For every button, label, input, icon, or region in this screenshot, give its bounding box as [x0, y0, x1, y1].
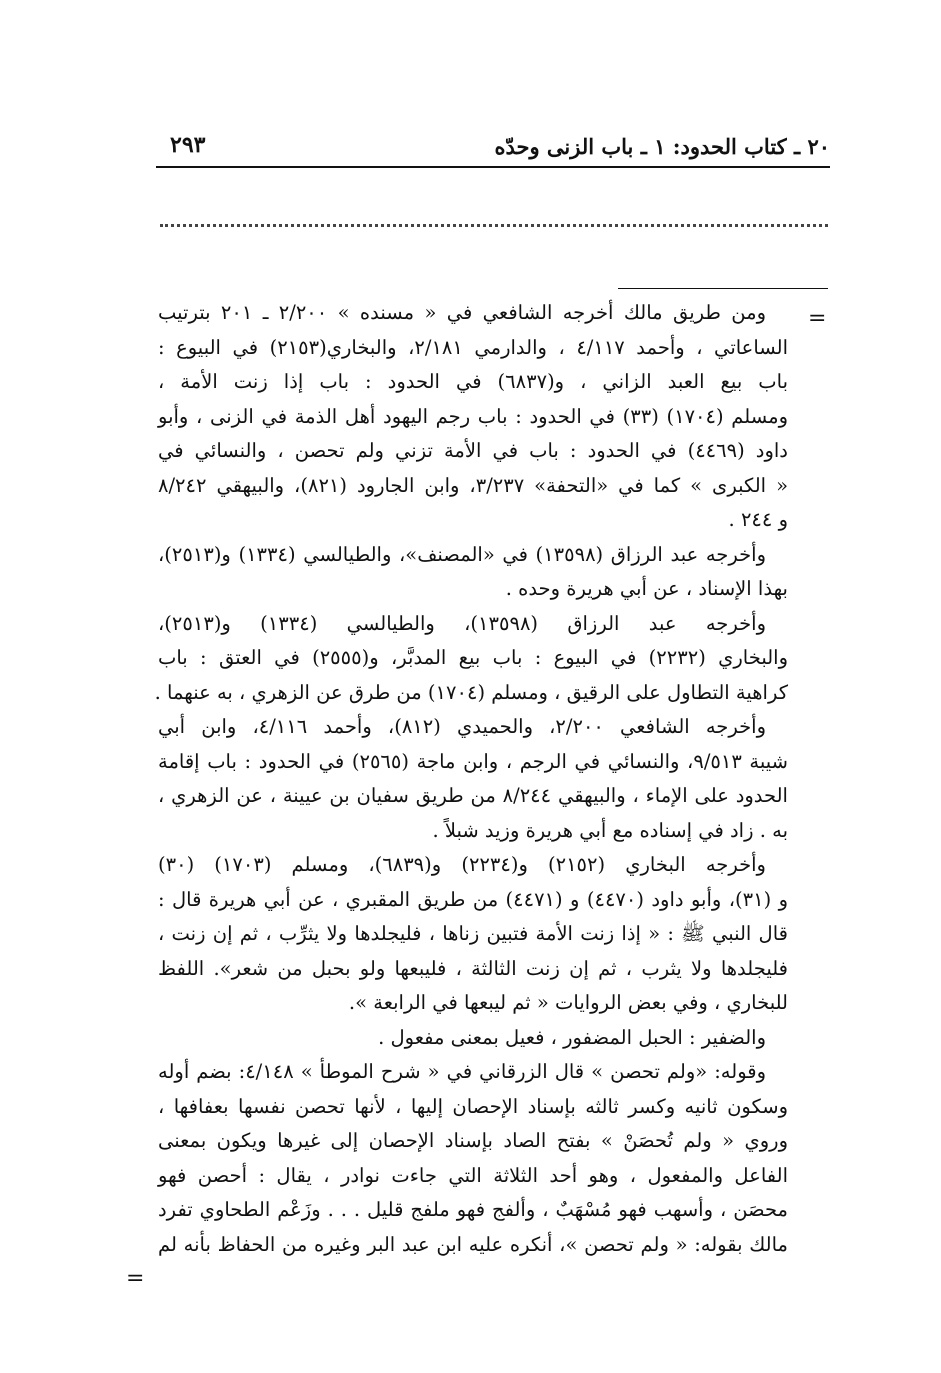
- text-line: وأخرجه البخاري (٢١٥٢) و(٢٢٣٤) و(٦٨٣٩)، ومسلم (١٧٠٣) (٣٠): [158, 853, 766, 876]
- text-line: محصَن ، وأسهب فهو مُسْهَبٌ ، وألفج فهو ملفج قليل . . . وزَعْم الطحاوي تفرد: [158, 1198, 788, 1221]
- text-line: ومسلم (١٧٠٤) (٣٣) في الحدود : باب رجم اليهود أهل الذمة في الزنى ، وأبو: [158, 404, 788, 428]
- text-line: مالك بقوله: « ولم تحصن »، أنكره عليه ابن عبد البر وغيره من الحفاظ بأنه لم: [158, 1232, 788, 1256]
- footnote-text: [154, 296, 789, 1262]
- text-line: الحدود على الإماء ، والبيهقي ٨/٢٤٤ من طريق سفيان بن عيينة ، عن الزهري ،: [158, 784, 788, 807]
- header-rule: [156, 166, 830, 168]
- text-line: الساعاتي ، وأحمد ٤/١١٧ ، والدارمي ٢/١٨١، والبخاري(٢١٥٣) في البيوع :: [158, 335, 789, 359]
- continuation-mark-end: =: [126, 1266, 145, 1291]
- text-line: قال النبي ﷺ : « إذا زنت الأمة فتبين زناها ، فليجلدها ولا يثرِّب ، ثم إن زنت ،: [158, 922, 788, 945]
- text-line: للبخاري ، وفي بعض الروايات « ثم ليبعها في الرابعة ».: [348, 991, 788, 1014]
- page-header: [158, 128, 830, 168]
- text-line: والبخاري (٢٢٣٢) في البيوع : باب بيع المدبَّر، و(٢٥٥٥) في العتق : باب: [158, 646, 788, 669]
- text-line: بهذا الإسناد ، عن أبي هريرة وحده .: [505, 577, 788, 600]
- footnote-rule: [618, 288, 828, 289]
- text-line: وقوله: «ولم تحصن » قال الزرقاني في « شرح الموطأ » ٤/١٤٨: بضم أوله: [158, 1060, 767, 1083]
- text-line: وأخرجه عبد الرزاق (١٣٥٩٨)، والطيالسي (١٣٣٤) و(٢٥١٣)،: [158, 611, 766, 635]
- text-line: وأخرجه عبد الرزاق (١٣٥٩٨) في «المصنف»، والطيالسي (١٣٣٤) و(٢٥١٣)،: [158, 542, 766, 566]
- text-line: و ٢٤٤ .: [728, 508, 788, 531]
- text-line: وأخرجه الشافعي ٢/٢٠٠، والحميدي (٨١٢)، وأحمد ٤/١١٦، وابن أبي: [158, 715, 766, 738]
- text-line: داود (٤٤٦٩) في الحدود : باب في الأمة تزني ولم تحصن ، والنسائي في: [158, 439, 788, 462]
- text-line: به . زاد في إسناده مع أبي هريرة وزيد شبلاً .: [432, 818, 788, 842]
- text-line: شيبة ٩/٥١٣، والنسائي في الرجم ، وابن ماجة (٢٥٦٥) في الحدود : باب إقامة: [158, 749, 788, 773]
- continuation-mark-start: =: [808, 306, 827, 331]
- running-title: ٢٠ ـ كتاب الحدود: ١ ـ باب الزنى وحدّه: [494, 134, 830, 159]
- text-line: « الكبرى » كما في «التحفة» ٣/٢٣٧، وابن الجارود (٨٢١)، والبيهقي ٨/٢٤٢: [158, 473, 788, 497]
- text-line: كراهية التطاول على الرقيق ، ومسلم (١٧٠٤) من طرق عن الزهري ، به عنهما .: [154, 680, 788, 704]
- text-line: و (٣١)، وأبو داود (٤٤٧٠) و (٤٤٧١) من طريق المقبري ، عن أبي هريرة قال :: [158, 887, 788, 911]
- text-line: فليجلدها ولا يثرب ، ثم إن زنت الثالثة ، فليبعها ولو بحبل من شعر». اللفظ: [158, 956, 788, 980]
- text-line: وروي « ولم تُحصَنْ » بفتح الصاد بإسناد الإحصان إلى غيرها ويكون بمعنى: [158, 1129, 788, 1152]
- text-line: الفاعل والمفعول ، وهو أحد الثلاثة التي جاءت نوادر ، يقال : أحصن فهو: [158, 1163, 788, 1187]
- text-line: ومن طريق مالك أخرجه الشافعي في « مسنده » ٢/٢٠٠ ـ ٢٠١ بترتيب: [158, 301, 766, 324]
- text-line: والضفير : الحبل المضفور ، فعيل بمعنى مفعول .: [378, 1025, 766, 1049]
- dotted-separator: [160, 224, 828, 227]
- text-line: باب بيع العبد الزاني ، و(٦٨٣٧) في الحدود : باب إذا زنت الأمة ،: [158, 370, 788, 393]
- text-line: وسكون ثانيه وكسر ثالثه بإسناد الإحصان إليها ، لأنها تحصن نفسها بعفافها ،: [158, 1094, 788, 1118]
- page-number: ٢٩٣: [170, 132, 206, 158]
